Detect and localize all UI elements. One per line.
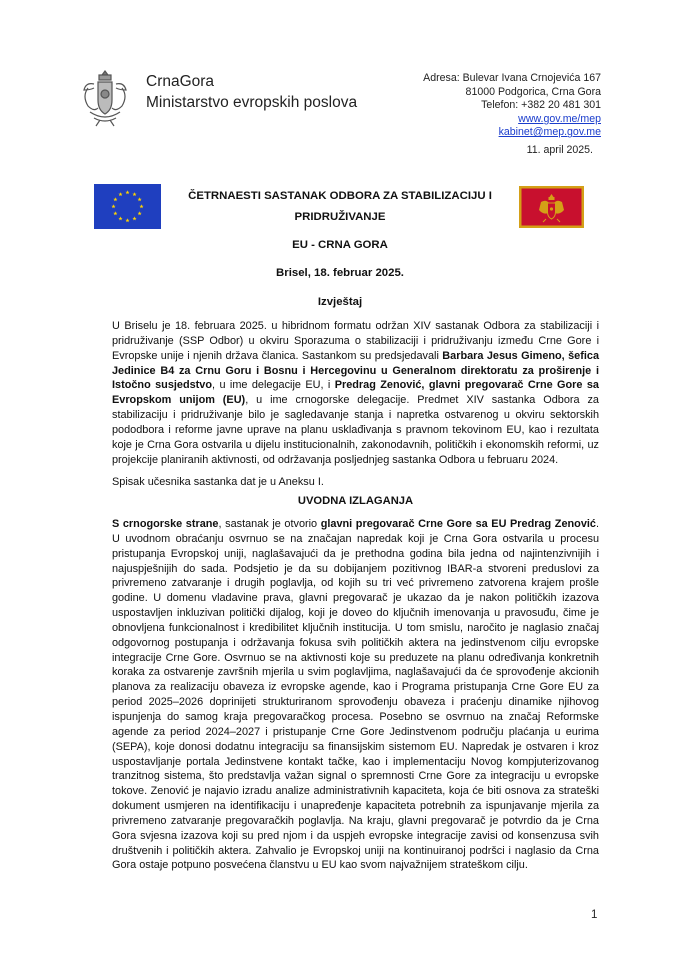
meeting-place-date: Brisel, 18. februar 2025. (276, 267, 404, 279)
eu-chair-name: Barbara Jesus Gimeno, šefica Jedinice B4 za Crnu Goru i Bosnu i Hercegovinu u Generalnom direktoratu za proširenje i Istočno susjedstvo (112, 349, 599, 392)
negotiator-name: glavni pregovarač Crne Gore sa EU Predrag Zenović (320, 518, 596, 530)
ministry-title: Ministarstvo evropskih poslova (146, 94, 358, 111)
contact-block (423, 72, 601, 140)
eu-flag-icon (94, 184, 161, 229)
meeting-title: ČETRNAESTI SASTANAK ODBORA ZA STABILIZACIJU I PRIDRUŽIVANJE (188, 190, 492, 223)
coat-of-arms-icon (80, 68, 130, 128)
email-link[interactable]: kabinet@mep.gov.me (498, 126, 601, 139)
phone-line: Telefon: +382 20 481 301 (481, 99, 601, 112)
opening-remarks-paragraph: S crnogorske strane, sastanak je otvorio glavni pregovarač Crne Gore sa EU Predrag Zenović. U uvodnom obraćanju osvrnuo se na značajan napredak koji je Crna Gora ostvarila u procesu pristupanja Evropskoj uniji, naglašavajući da je prethodna godina bila jedna od najintenzivnijih i najuspješnijih do sada. Podsjetio je da su dobijanjem pozitivnog IBAR-a stvoreni preduslovi za privremeno zatvaranje i drugih poglavlja, od kojih su tri već privremeno zatvorena krajem prošle godine. U domenu vladavine prava, glavni pregovarač je ukazao da je nakon političkih izazova uspostavljen inkluzivan politički dijalog, koji je doveo do ključnih imenovanja u pravosuđu, čime je obnovljena funkcionalnost i kredibilitet ključnih institucija. U tom smislu, naročito je naglasio značaj odgovornog postupanja i održavanja fokusa svih političkih aktera na jedinstvenom cilju evropske integracije Crne Gore. Osvrnuo se na aktivnosti koje su preduzete na planu određivanja konkretnih koraka za ostvarenje završnih mjerila u svim poglavljima, naglašavajući da će sprovođenje akcionih planova za realizaciju obaveza iz evropske agende, kao i Programa pristupanja Crne Gore EU za period 2025–2026 doprinijeti strukturiranom sprovođenju obaveza i praćenju dinamike njihovog ispunjenja do samog kraja pregovaračkog procesa. Posebno se osvrnuo na značaj Reformske agende za period 2024–2027 i pristupanje Crne Gore Jedinstvenom području plaćanja u eurima (SEPA), koje donosi dodatnu integraciju sa finansijskim sistemom EU. Napredak je ostvaren i kroz uspostavljanje portala Jedinstvene kontakt tačke, kao i implementaciju Novog kompjuterizovanog tranzitnog sistema, što predstavlja važan signal o spremnosti Crne Gore za integraciju u evropske tokove. Zenović je najavio izradu analize administrativnih kapaciteta, koja će biti osnova za strateški dokument usmjeren na identifikaciju i unapređenje kapaciteta potrebnih za ispunjavanje mjerila za privremeno zatvaranje pregovaračkih poglavlja. Na kraju, glavni pregovarač je potvrdio da je Crna Gora svjesna izazova koji su pred njom i da uspjeh evropske integracije zavisi od konsenzusa svih društvenih i političkih aktera. Zahvalio je Evropskoj uniji na kontinuiranoj podršci i naglasio da Crna Gora ostaje potpuno posvećena članstvu u EU kao svom najvažnijem strateškom cilju. (112, 518, 599, 872)
page-number: 1 (591, 909, 598, 921)
ministry-name (146, 72, 357, 114)
section-heading: UVODNA IZLAGANJA (297, 495, 414, 507)
intro-paragraph: U Briselu je 18. februara 2025. u hibridnom formatu održan XIV sastanak Odbora za stabilizaciji i pridruživanje (SSP Odbor) u okviru Sporazuma o stabilizaciji i pridruživanju između Crne Gore i Evropske unije i njenih država članica. Sastankom su predsjedavali Barbara Jesus Gimeno, šefica Jedinice B4 za Crnu Goru i Bosnu i Hercegovinu u Generalnom direktoratu za proširenje i Istočno susjedstvo, u ime delegacije EU, i Predrag Zenović, glavni pregovarač Crne Gore sa Evropskom unijom (EU), u ime crnogorske delegacije. Predmet XIV sastanka Odbora za stabilizaciju i pridruživanje bilo je sagledavanje stanja i napretka ostvarenog u okviru sektorskih pododbora i reforme javne uprave na planu usklađivanja s pravnom tekovinom EU, kao i rezultata koje je Crna Gora ostvarila u dijelu institucionalnih, zakonodavnih, političkih i ekonomskih reformi, uz projekcije planiranih aktivnosti, od održavanja posljednjeg sastanka Odbora u februaru 2024. (112, 320, 599, 466)
address-line: Adresa: Bulevar Ivana Crnojevića 167 (423, 72, 601, 84)
country-name: CrnaGora (146, 73, 215, 90)
annex-note: Spisak učesnika sastanka dat je u Aneksu I. (112, 476, 324, 488)
montenegro-flag-icon (519, 186, 584, 228)
side-label: S crnogorske strane (112, 518, 219, 530)
document-date: 11. april 2025. (526, 144, 593, 156)
me-chair-name: Predrag Zenović, glavni pregovarač Crne Gore sa Evropskom unijom (EU) (112, 379, 599, 407)
report-heading: Izvještaj (317, 296, 363, 308)
website-link[interactable]: www.gov.me/mep (518, 112, 601, 125)
city-line: 81000 Podgorica, Crna Gora (465, 85, 601, 98)
meeting-subtitle: EU - CRNA GORA (292, 239, 388, 251)
